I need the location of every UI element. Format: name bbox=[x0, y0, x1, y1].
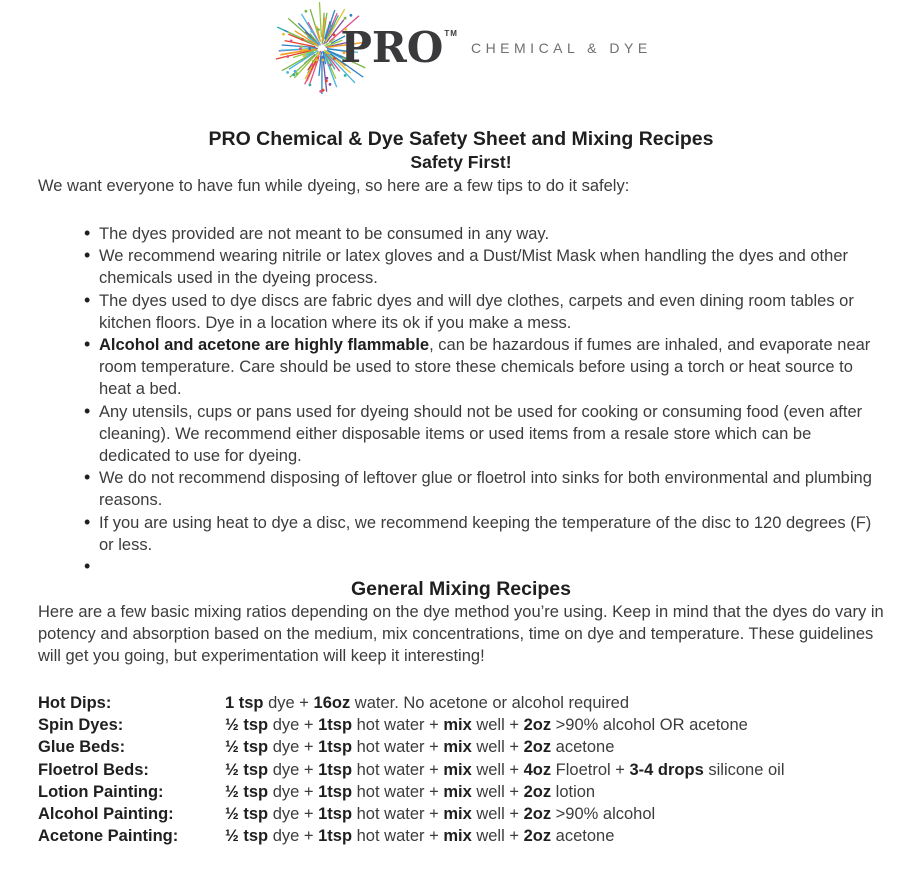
recipe-text: ½ tsp dye + 1tsp hot water + mix well + 2oz acetone bbox=[225, 827, 615, 846]
brand-tagline: CHEMICAL & DYE bbox=[470, 40, 652, 56]
recipe-text: ½ tsp dye + 1tsp hot water + mix well + 2oz lotion bbox=[225, 782, 596, 801]
recipe-table bbox=[38, 692, 884, 848]
recipe-row bbox=[38, 825, 884, 847]
bullet-text: If you are using heat to dye a disc, we recommend keeping the temperature of the disc to 120 degrees (F) or less. bbox=[99, 513, 872, 554]
safety-section-title: Safety First! bbox=[410, 152, 512, 172]
bullet-text: The dyes used to dye discs are fabric dyes and will dye clothes, carpets and even dining room tables or kitchen floors. Dye in a location where its ok if you make a mess. bbox=[99, 291, 854, 332]
recipe-row bbox=[38, 736, 884, 758]
bullet-text: Any utensils, cups or pans used for dyeing should not be used for cooking or consuming food (even after cleaning). We recommend either disposable items or used items from a resale store which can be dedicated to use for dyeing. bbox=[99, 402, 863, 466]
bullet-text: We do not recommend disposing of leftover glue or floetrol into sinks for both environmental and plumbing reasons. bbox=[99, 469, 872, 510]
bullet-text: We recommend wearing nitrile or latex gloves and a Dust/Mist Mask when handling the dyes and other chemicals used in the dyeing process. bbox=[99, 247, 848, 288]
recipe-label: Spin Dyes: bbox=[38, 715, 124, 734]
safety-bullet-item bbox=[85, 401, 884, 468]
recipe-label: Floetrol Beds: bbox=[38, 760, 149, 779]
brand-logo bbox=[270, 2, 651, 94]
recipe-label: Acetone Painting: bbox=[38, 827, 179, 846]
recipe-text: ½ tsp dye + 1tsp hot water + mix well + 2oz >90% alcohol bbox=[225, 805, 656, 824]
brand-name: PRO bbox=[340, 23, 444, 72]
safety-bullet-item bbox=[85, 512, 884, 556]
safety-bullet-list bbox=[85, 223, 884, 578]
recipe-text: ½ tsp dye + 1tsp hot water + mix well + 2oz >90% alcohol OR acetone bbox=[225, 715, 748, 734]
safety-bullet-item bbox=[85, 290, 884, 334]
safety-bullet-item bbox=[85, 467, 884, 511]
logo bbox=[38, 0, 884, 90]
safety-bullet-item bbox=[85, 223, 884, 245]
recipe-label: Hot Dips: bbox=[38, 693, 112, 712]
recipe-label: Glue Beds: bbox=[38, 738, 126, 757]
recipe-text: 1 tsp dye + 16oz water. No acetone or alcohol required bbox=[225, 693, 630, 712]
mixing-intro-paragraph: Here are a few basic mixing ratios depending on the dye method you’re using. Keep in mind that the dyes do vary in potency and absorption based on the medium, mix concentrations, time on dye and temperature. These guidelines will get you going, but experimentation will keep it interesting! bbox=[38, 603, 884, 666]
brand-block bbox=[340, 23, 652, 72]
recipe-text: ½ tsp dye + 1tsp hot water + mix well + 4oz Floetrol + 3-4 drops silicone oil bbox=[225, 760, 785, 779]
page-title: PRO Chemical & Dye Safety Sheet and Mixing Recipes bbox=[208, 128, 714, 150]
safety-bullet-item bbox=[85, 556, 884, 578]
recipe-row bbox=[38, 759, 884, 781]
safety-bullet-item bbox=[85, 334, 884, 401]
safety-bullet-item bbox=[85, 245, 884, 289]
trademark-mark: TM bbox=[444, 28, 458, 38]
recipe-row bbox=[38, 714, 884, 736]
recipe-row bbox=[38, 692, 884, 714]
mixing-section-title: General Mixing Recipes bbox=[351, 578, 571, 601]
recipe-text: ½ tsp dye + 1tsp hot water + mix well + 2oz acetone bbox=[225, 738, 615, 757]
recipe-label: Alcohol Painting: bbox=[38, 805, 174, 824]
bullet-text: Alcohol and acetone are highly flammable, can be hazardous if fumes are inhaled, and evaporate near room temperature. Care should be used to store these chemicals before using a torch or heat source to heat a bed. bbox=[99, 336, 871, 399]
intro-paragraph: We want everyone to have fun while dyeing, so here are a few tips to do it safely: bbox=[38, 177, 630, 195]
bullet-text: The dyes provided are not meant to be consumed in any way. bbox=[99, 225, 550, 243]
recipe-label: Lotion Painting: bbox=[38, 782, 164, 801]
recipe-row bbox=[38, 803, 884, 825]
recipe-row bbox=[38, 781, 884, 803]
